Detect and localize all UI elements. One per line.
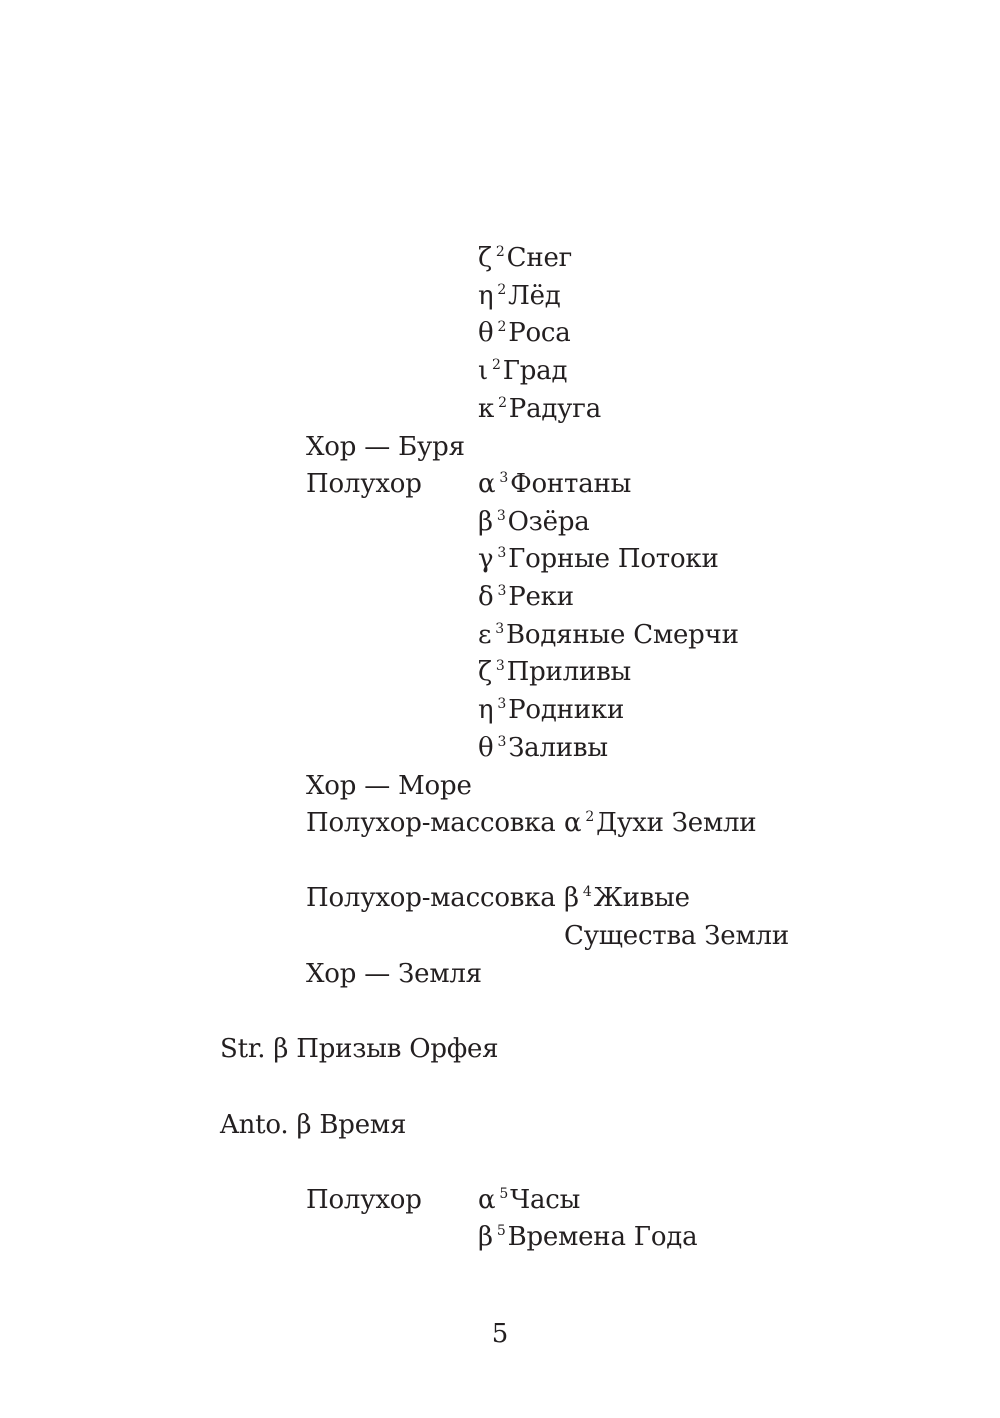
entry-line xyxy=(564,882,690,918)
greek-letter: β xyxy=(478,507,493,537)
semichorus-label: Полухор xyxy=(306,469,422,499)
entry-text: Фонтаны xyxy=(510,469,632,499)
index-number: 3 xyxy=(495,658,505,674)
entry-text: Приливы xyxy=(506,657,632,687)
index-number: 3 xyxy=(497,545,507,561)
greek-letter: β xyxy=(478,1222,493,1252)
index-number: 3 xyxy=(497,583,507,599)
entry-text: Снег xyxy=(506,243,573,273)
greek-letter: α xyxy=(478,1185,496,1215)
entry-text: Град xyxy=(502,356,568,386)
entry-text: Времена Года xyxy=(507,1222,698,1252)
entry-line xyxy=(478,543,719,579)
chorus-heading: Хор — Земля xyxy=(306,959,482,989)
entry-line xyxy=(478,732,608,768)
semichorus-label: Полухор-массовка xyxy=(306,883,556,913)
chorus-heading: Хор — Буря xyxy=(306,432,465,462)
entry-text: Роса xyxy=(508,318,571,348)
entry-text: Озёра xyxy=(507,507,590,537)
greek-letter: κ xyxy=(478,394,495,424)
entry-text: Родники xyxy=(508,695,625,725)
entry-line xyxy=(564,807,756,843)
page-number: 5 xyxy=(491,1319,509,1349)
index-number: 5 xyxy=(496,1223,506,1239)
index-number: 4 xyxy=(582,884,592,900)
index-number: 2 xyxy=(497,282,507,298)
index-number: 3 xyxy=(497,696,507,712)
entry-line xyxy=(478,242,572,278)
strophe-heading: Str. β Призыв Орфея xyxy=(220,1034,499,1064)
entry-line xyxy=(478,317,571,353)
greek-letter: α xyxy=(564,808,582,838)
greek-letter: ζ xyxy=(478,243,492,273)
greek-letter: δ xyxy=(478,582,494,612)
entry-line xyxy=(478,619,739,655)
index-number: 3 xyxy=(495,621,504,637)
entry-text: Радуга xyxy=(508,394,602,424)
index-number: 2 xyxy=(498,395,507,411)
entry-line xyxy=(478,694,624,730)
entry-text: Водяные Смерчи xyxy=(506,620,739,650)
entry-line xyxy=(478,280,561,316)
entry-text: Реки xyxy=(508,582,574,612)
entry-line xyxy=(478,656,631,692)
greek-letter: η xyxy=(478,695,494,725)
entry-text: Живые xyxy=(593,883,690,913)
index-number: 2 xyxy=(492,357,501,373)
greek-letter: θ xyxy=(478,733,494,763)
entry-line xyxy=(478,1221,697,1257)
entry-text: Часы xyxy=(510,1185,581,1215)
greek-letter: α xyxy=(478,469,496,499)
index-number: 2 xyxy=(585,809,595,825)
entry-text: Заливы xyxy=(508,733,608,763)
entry-continuation: Существа Земли xyxy=(564,921,789,951)
chorus-heading: Хор — Море xyxy=(306,771,472,801)
greek-letter: ε xyxy=(478,620,492,650)
index-number: 2 xyxy=(495,244,505,260)
greek-letter: ζ xyxy=(478,657,492,687)
semichorus-label: Полухор-массовка xyxy=(306,808,556,838)
entry-text: Лёд xyxy=(508,281,561,311)
index-number: 3 xyxy=(496,508,506,524)
entry-text: Горные Потоки xyxy=(508,544,719,574)
entry-text: Духи Земли xyxy=(596,808,757,838)
entry-line xyxy=(478,355,567,391)
index-number: 3 xyxy=(499,470,509,486)
greek-letter: ι xyxy=(478,356,488,386)
entry-line xyxy=(478,581,574,617)
entry-line xyxy=(478,468,631,504)
index-number: 3 xyxy=(497,734,507,750)
entry-line xyxy=(478,506,590,542)
semichorus-label: Полухор xyxy=(306,1185,422,1215)
index-number: 2 xyxy=(497,319,507,335)
index-number: 5 xyxy=(499,1186,509,1202)
entry-line xyxy=(478,1184,580,1220)
greek-letter: η xyxy=(478,281,494,311)
antistrophe-heading: Anto. β Время xyxy=(220,1110,407,1140)
entry-line xyxy=(478,393,601,429)
greek-letter: γ xyxy=(478,544,494,574)
greek-letter: θ xyxy=(478,318,494,348)
greek-letter: β xyxy=(564,883,579,913)
